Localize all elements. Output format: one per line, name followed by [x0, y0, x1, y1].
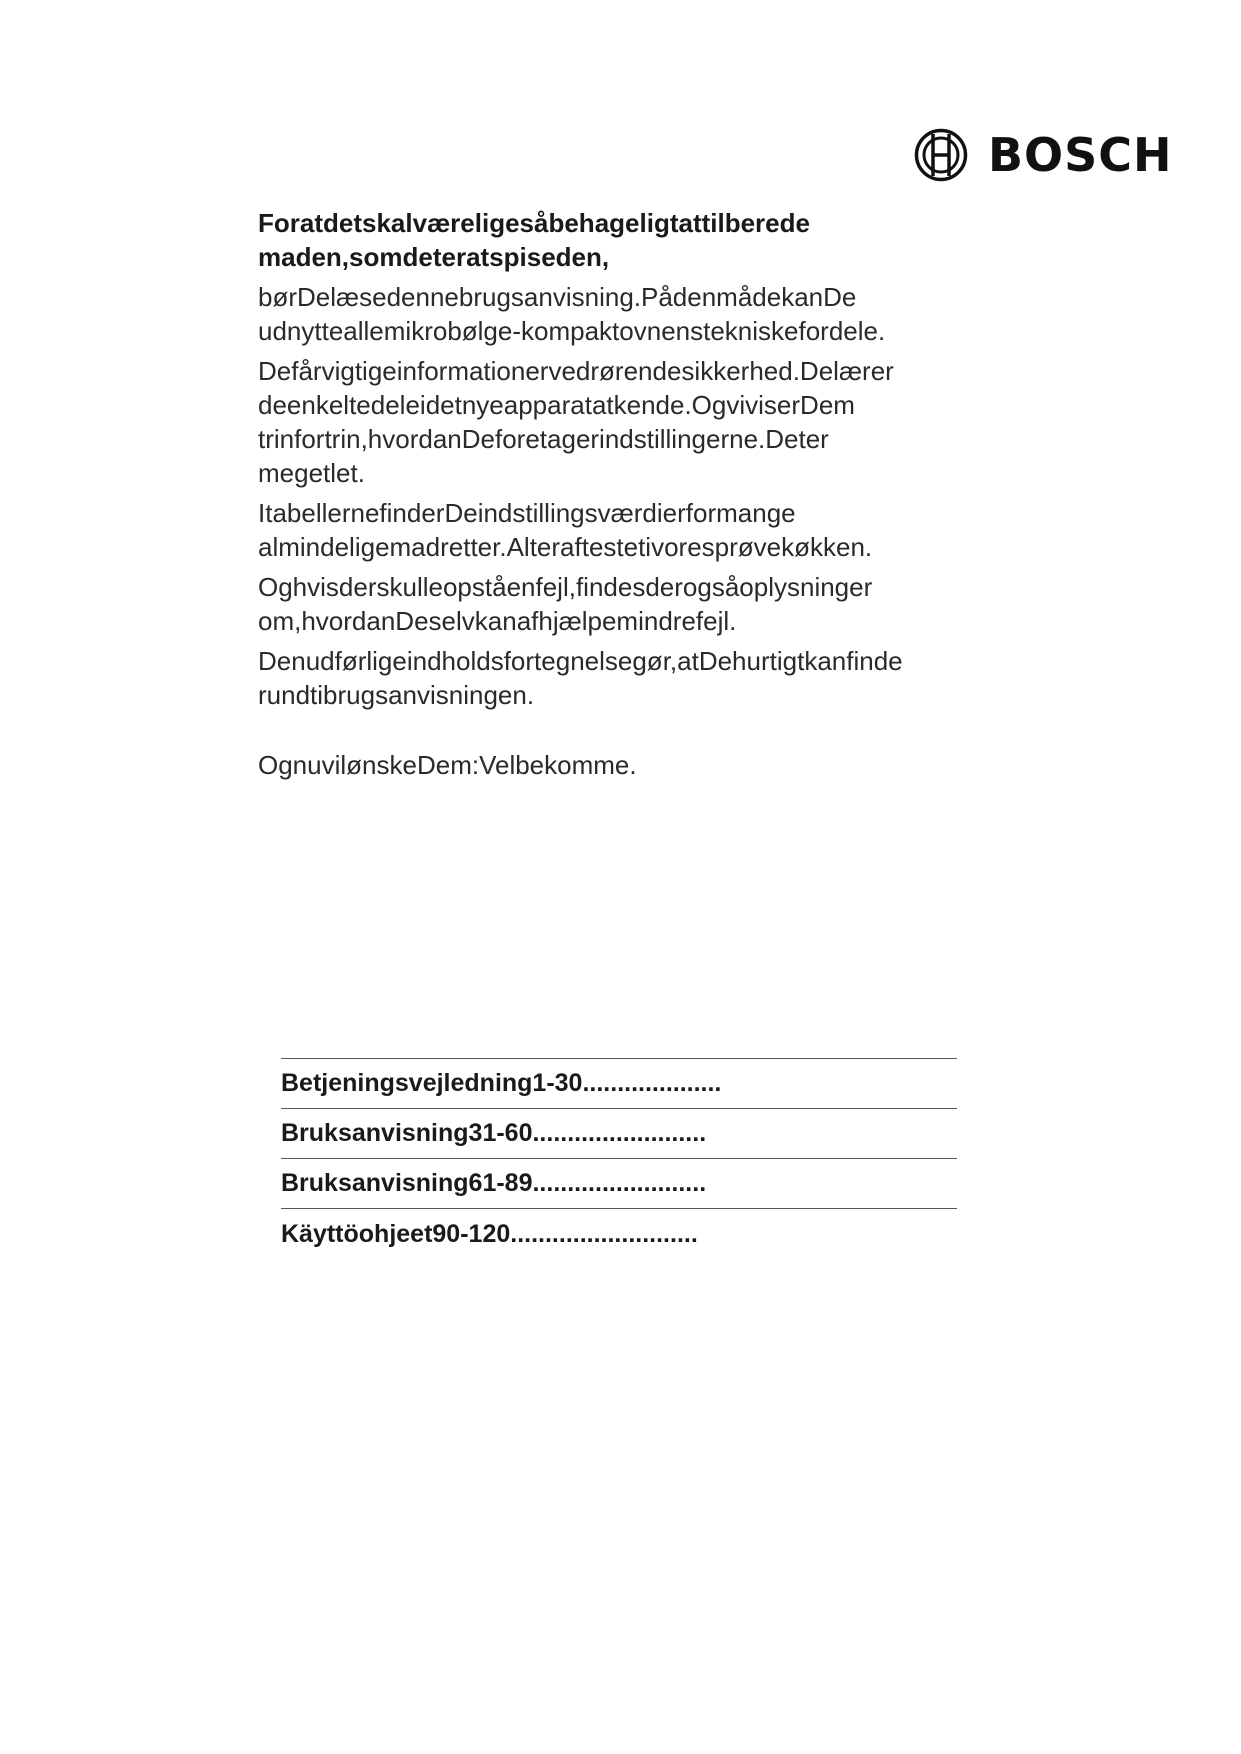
table-of-contents	[281, 1058, 957, 1259]
paragraph-line: Denudførligeindholdsfortegnelsegør,atDehurtigtkanfinde	[258, 646, 903, 676]
bosch-wordmark: BOSCH	[988, 128, 1173, 182]
paragraph-line: Oghvisderskulleopståenfejl,findesderogsåoplysninger	[258, 572, 873, 602]
heading-line: Foratdetskalværeligesåbehageligtattilberede	[258, 208, 810, 238]
toc-entry-danish[interactable]: Betjeningsvejledning1-30....................	[281, 1059, 957, 1109]
intro-paragraph	[258, 496, 978, 564]
closing-line: OgnuvilønskeDem:Velbekomme.	[258, 750, 637, 780]
intro-paragraph	[258, 354, 978, 490]
toc-entry-finnish[interactable]: Käyttöohjeet90-120...........................	[281, 1219, 698, 1248]
intro-paragraph	[258, 570, 978, 638]
paragraph-line: trinfortrin,hvordanDeforetagerindstillingerne.Deter	[258, 424, 829, 454]
intro-heading	[258, 206, 978, 274]
paragraph-line: almindeligemadretter.Alteraftestetivoresprøvekøkken.	[258, 532, 873, 562]
paragraph-line: megetlet.	[258, 458, 365, 488]
paragraph-line: deenkeltedeleidetnyeapparatatkende.OgviviserDem	[258, 390, 855, 420]
bosch-logo	[914, 128, 1173, 182]
paragraph-line: rundtibrugsanvisningen.	[258, 680, 535, 710]
paragraph-line: Defårvigtigeinformationervedrørendesikkerhed.Delærer	[258, 356, 894, 386]
paragraph-line: ItabellernefinderDeindstillingsværdierformange	[258, 498, 796, 528]
intro-paragraph	[258, 644, 978, 712]
bosch-armature-logo	[914, 128, 968, 182]
paragraph-line: børDelæsedennebrugsanvisning.PådenmådekanDe	[258, 282, 857, 312]
intro-paragraph	[258, 280, 978, 348]
toc-entry-swedish[interactable]: Bruksanvisning61-89.........................	[281, 1159, 957, 1209]
heading-line: maden,somdeteratspiseden,	[258, 242, 610, 272]
intro-section	[258, 206, 978, 782]
paragraph-line: om,hvordanDeselvkanafhjælpemindrefejl.	[258, 606, 737, 636]
paragraph-line: udnytteallemikrobølge-kompaktovnenstekniskefordele.	[258, 316, 886, 346]
toc-entry-norwegian[interactable]: Bruksanvisning31-60.........................	[281, 1109, 957, 1159]
